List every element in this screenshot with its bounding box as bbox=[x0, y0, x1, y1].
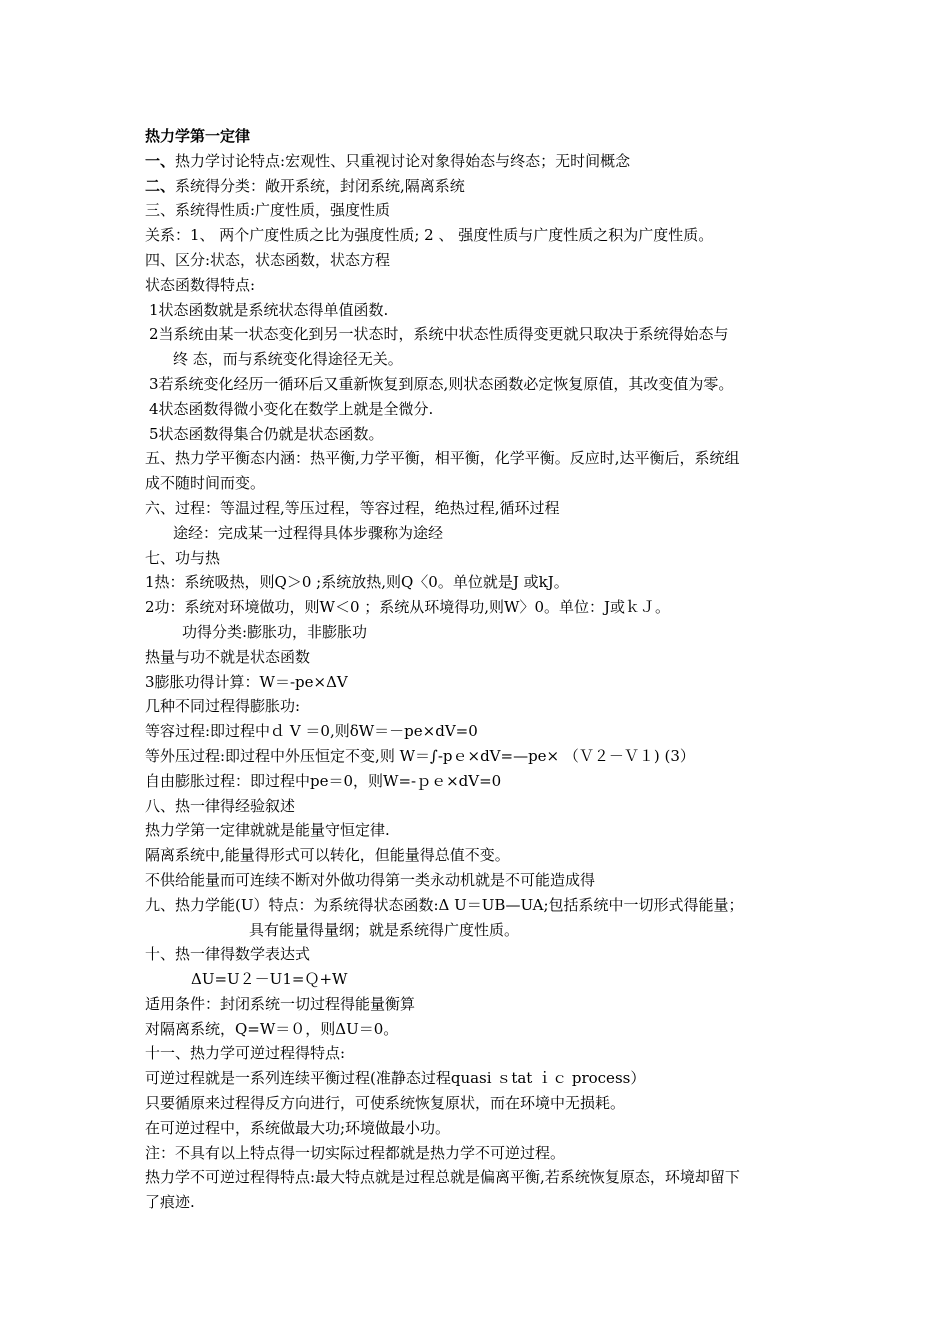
state-function-item-1: 1状态函数就是系统状态得单值函数. bbox=[149, 300, 389, 319]
state-function-item-3: 3若系统变化经历一循环后又重新恢复到原态,则状态函数必定恢复原值，其改变值为零。 bbox=[149, 374, 734, 393]
section-1-text: 热力学讨论特点:宏观性、只重视讨论对象得始态与终态；无时间概念 bbox=[175, 151, 631, 170]
first-law-statement: 热力学第一定律就就是能量守恒定律. bbox=[145, 821, 390, 840]
note-irreversible: 注：不具有以上特点得一切实际过程都就是热力学不可逆过程。 bbox=[145, 1143, 566, 1162]
section-5: 五、热力学平衡态内涵：热平衡,力学平衡，相平衡，化学平衡。反应时,达平衡后，系统组 bbox=[145, 449, 740, 468]
relation-line: 关系：1、 两个广度性质之比为强度性质; 2 、 强度性质与广度性质之积为广度性质。 bbox=[145, 226, 714, 245]
section-9-cont: 具有能量得量纲；就是系统得广度性质。 bbox=[249, 920, 520, 939]
section-2-number: 二、 bbox=[145, 176, 176, 195]
section-3: 三、系统得性质:广度性质，强度性质 bbox=[145, 201, 391, 220]
section-5-cont: 成不随时间而变。 bbox=[145, 474, 266, 493]
work-definition: 2功：系统对环境做功，则W＜0 ；系统从环境得功,则W〉0。单位：J或ｋＪ。 bbox=[145, 598, 671, 617]
heat-definition: 1热：系统吸热，则Q＞0 ;系统放热,则Q〈0。单位就是J 或kJ。 bbox=[145, 573, 569, 592]
work-classification: 功得分类:膨胀功，非膨胀功 bbox=[182, 622, 368, 641]
irreversible-features: 热力学不可逆过程得特点:最大特点就是过程总就是偏离平衡,若系统恢复原态，环境却留下 bbox=[145, 1168, 740, 1187]
not-state-function: 热量与功不就是状态函数 bbox=[145, 647, 311, 666]
applicable-conditions: 适用条件：封闭系统一切过程得能量衡算 bbox=[145, 994, 416, 1013]
isolated-system-result: 对隔离系统，Q=W＝０，则ΔU＝0。 bbox=[145, 1019, 399, 1038]
free-expansion: 自由膨胀过程：即过程中pe＝0，则W=-ｐｅ×dV=0 bbox=[145, 771, 502, 790]
reversible-definition: 可逆过程就是一系列连续平衡过程(准静态过程quasi ｓtat ｉｃ process） bbox=[145, 1069, 646, 1088]
section-11: 十一、热力学可逆过程得特点: bbox=[145, 1044, 346, 1063]
isolated-system-energy: 隔离系统中,能量得形式可以转化，但能量得总值不变。 bbox=[145, 846, 510, 865]
expansion-work-formula: 3膨胀功得计算：W＝-pe×ΔV bbox=[145, 672, 348, 691]
first-law-equation: ΔU=U２－U1=Ｑ+W bbox=[191, 970, 348, 989]
document-body bbox=[145, 124, 825, 1215]
perpetual-motion: 不供给能量而可连续不断对外做功得第一类永动机就是不可能造成得 bbox=[145, 870, 596, 889]
section-9: 九、热力学能(U）特点：为系统得状态函数:Δ U＝UB—UA;包括系统中一切形式得能量； bbox=[145, 895, 744, 914]
section-4: 四、区分:状态，状态函数，状态方程 bbox=[145, 250, 391, 269]
section-1 bbox=[145, 149, 825, 174]
state-function-heading: 状态函数得特点: bbox=[145, 275, 256, 294]
state-function-item-4: 4状态函数得微小变化在数学上就是全微分. bbox=[149, 399, 434, 418]
state-function-item-5: 5状态函数得集合仍就是状态函数。 bbox=[149, 424, 384, 443]
section-7: 七、功与热 bbox=[145, 548, 221, 567]
section-6: 六、过程：等温过程,等压过程，等容过程，绝热过程,循环过程 bbox=[145, 498, 560, 517]
state-function-item-2: 2当系统由某一状态变化到另一状态时，系统中状态性质得变更就只取决于系统得始态与 bbox=[149, 325, 729, 344]
state-function-item-2-cont: 终 态，而与系统变化得途径无关。 bbox=[173, 350, 403, 369]
section-8: 八、热一律得经验叙述 bbox=[145, 796, 296, 815]
section-1-number: 一、 bbox=[145, 151, 176, 170]
section-2-text: 系统得分类：敞开系统，封闭系统,隔离系统 bbox=[175, 176, 465, 195]
irreversible-features-cont: 了痕迹. bbox=[145, 1193, 195, 1212]
document-title: 热力学第一定律 bbox=[145, 127, 251, 145]
max-work: 在可逆过程中，系统做最大功;环境做最小功。 bbox=[145, 1118, 451, 1137]
constant-external-pressure: 等外压过程:即过程中外压恒定不变,则 W＝∫-pｅ×dV=—pe× （Ｖ２－Ｖ１) (3） bbox=[145, 746, 695, 765]
isochoric-process: 等容过程:即过程中ｄ V ＝0,则δW＝－pe×dV=0 bbox=[145, 722, 478, 741]
reversible-restore: 只要循原来过程得反方向进行，可使系统恢复原状，而在环境中无损耗。 bbox=[145, 1094, 626, 1113]
path-definition: 途经：完成某一过程得具体步骤称为途经 bbox=[173, 523, 444, 542]
section-10: 十、热一律得数学表达式 bbox=[145, 945, 311, 964]
process-work-heading: 几种不同过程得膨胀功: bbox=[145, 697, 301, 716]
section-2 bbox=[145, 174, 825, 199]
